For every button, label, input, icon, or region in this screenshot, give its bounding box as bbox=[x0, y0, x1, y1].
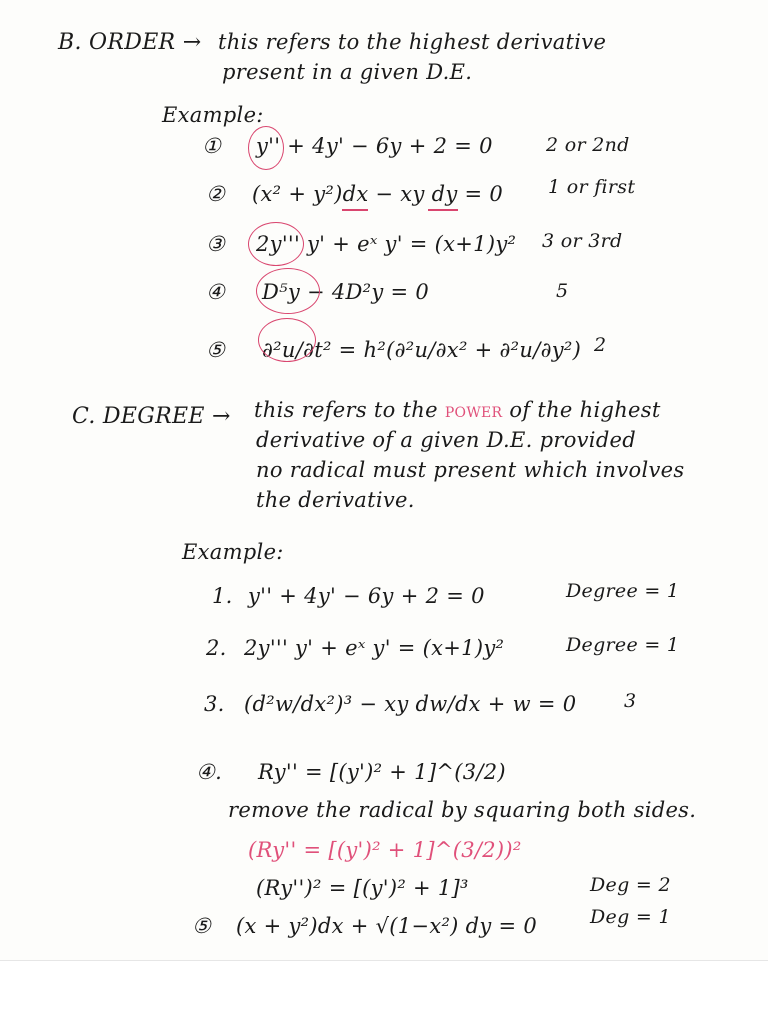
degree-example-2-number: 2. bbox=[206, 636, 227, 660]
degree-example-4-number: ④. bbox=[196, 760, 223, 784]
order-example-3-equation: 2y''' y' + eˣ y' = (x+1)y² bbox=[256, 232, 517, 256]
highlight-underline bbox=[342, 209, 368, 211]
order-definition-line2: present in a given D.E. bbox=[222, 60, 473, 84]
degree-example-5-equation: (x + y²)dx + √(1−x²) dy = 0 bbox=[236, 914, 538, 938]
degree-heading bbox=[72, 404, 231, 429]
order-heading bbox=[58, 30, 201, 55]
order-example-2-equation: (x² + y²)dx − xy dy = 0 bbox=[252, 182, 504, 206]
order-example-5-answer: 2 bbox=[594, 334, 607, 356]
highlight-underline bbox=[428, 209, 458, 211]
order-example-2-answer: 1 or first bbox=[548, 176, 636, 198]
degree-note: remove the radical by squaring both sides. bbox=[228, 798, 697, 822]
degree-step1: (Ry'' = [(y')² + 1]^(3/2))² bbox=[248, 838, 522, 862]
order-example-1-equation: y'' + 4y' − 6y + 2 = 0 bbox=[256, 134, 493, 158]
order-example-5-number: ⑤ bbox=[206, 338, 226, 362]
degree-step2-answer: Deg = 2 bbox=[590, 874, 671, 896]
degree-definition-line3: no radical must present which involves bbox=[256, 458, 685, 482]
degree-example-1-number: 1. bbox=[212, 584, 233, 608]
order-definition-line1: this refers to the highest derivative bbox=[218, 30, 607, 54]
order-example-1-number: ① bbox=[202, 134, 222, 158]
highlight-circle bbox=[248, 222, 304, 266]
highlight-circle bbox=[258, 318, 316, 362]
order-example-2-number: ② bbox=[206, 182, 226, 206]
degree-example-4-equation: Ry'' = [(y')² + 1]^(3/2) bbox=[258, 760, 506, 784]
highlight-circle bbox=[256, 268, 320, 314]
degree-definition-line1 bbox=[254, 398, 661, 422]
degree-example-3-equation: (d²w/dx²)³ − xy dw/dx + w = 0 bbox=[244, 692, 577, 716]
degree-step2: (Ry'')² = [(y')² + 1]³ bbox=[256, 876, 469, 900]
order-example-3-number: ③ bbox=[206, 232, 226, 256]
degree-example-5-number: ⑤ bbox=[192, 914, 212, 938]
arrow-icon: → bbox=[212, 404, 231, 429]
arrow-icon: → bbox=[182, 30, 202, 55]
order-example-4-equation: D⁵y − 4D²y = 0 bbox=[262, 280, 430, 304]
order-heading-text: B. ORDER bbox=[58, 30, 176, 55]
highlight-circle bbox=[248, 126, 284, 170]
degree-example-2-answer: Degree = 1 bbox=[566, 634, 680, 656]
order-example-1-answer: 2 or 2nd bbox=[546, 134, 630, 156]
order-example-label: Example: bbox=[162, 103, 264, 127]
degree-heading-text: C. DEGREE bbox=[72, 404, 205, 429]
page-bottom-margin bbox=[0, 960, 768, 1025]
order-example-5-equation: ∂²u/∂t² = h²(∂²u/∂x² + ∂²u/∂y²) bbox=[262, 338, 582, 362]
degree-example-5-answer: Deg = 1 bbox=[590, 906, 671, 928]
order-example-4-answer: 5 bbox=[556, 280, 569, 302]
degree-example-label: Example: bbox=[182, 540, 284, 564]
degree-example-3-number: 3. bbox=[204, 692, 225, 716]
degree-definition-line2: derivative of a given D.E. provided bbox=[256, 428, 637, 452]
degree-example-3-answer: 3 bbox=[624, 690, 637, 712]
power-word: POWER bbox=[444, 405, 503, 421]
order-example-4-number: ④ bbox=[206, 280, 226, 304]
degree-example-1-equation: y'' + 4y' − 6y + 2 = 0 bbox=[248, 584, 485, 608]
degree-definition-part2: of the highest bbox=[509, 398, 661, 422]
order-example-3-answer: 3 or 3rd bbox=[542, 230, 623, 252]
degree-example-2-equation: 2y''' y' + eˣ y' = (x+1)y² bbox=[244, 636, 505, 660]
degree-definition-part1: this refers to the bbox=[254, 398, 438, 422]
degree-example-1-answer: Degree = 1 bbox=[566, 580, 680, 602]
degree-definition-line4: the derivative. bbox=[256, 488, 415, 512]
